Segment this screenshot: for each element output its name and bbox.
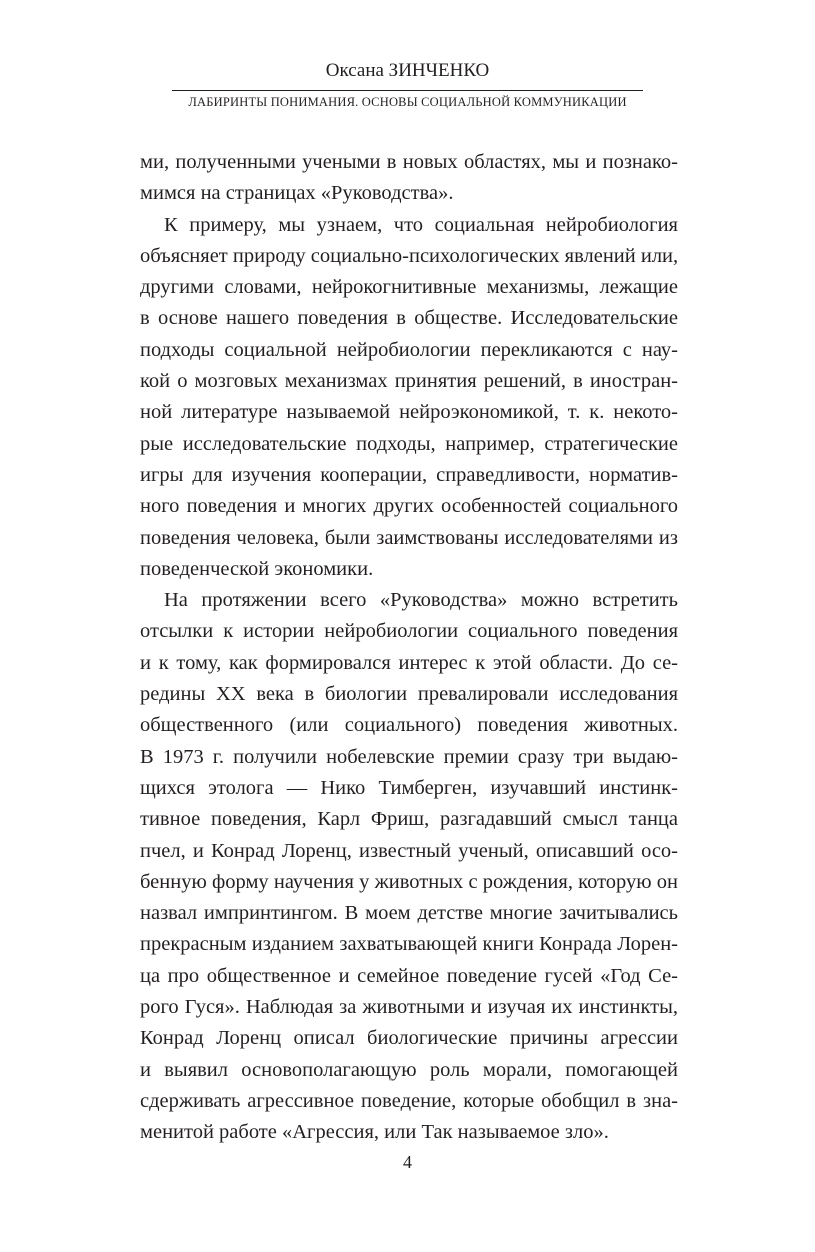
text-line: щихся этолога — Нико Тимберген, изучавший инстинк- xyxy=(140,776,678,799)
text-line: в основе нашего поведения в обществе. Исследовательские xyxy=(140,307,678,330)
text-line: К примеру, мы узнаем, что социальная нейробиология xyxy=(164,213,678,236)
body-text xyxy=(140,147,678,1149)
text-line: тивное поведения, Карл Фриш, разгадавший смысл танца xyxy=(140,808,678,831)
text-line: ного поведения и многих других особенностей социального xyxy=(140,495,678,518)
text-line: рого Гуся». Наблюдая за животными и изучая их инстинкты, xyxy=(140,996,678,1019)
text-line: мимся на страницах «Руководства». xyxy=(140,182,454,205)
text-line: бенную форму научения у животных с рождения, которую он xyxy=(140,870,678,893)
text-line: объясняет природу социально-психологических явлений или, xyxy=(140,244,679,267)
text-line: редины XX века в биологии превалировали исследования xyxy=(140,683,678,706)
text-line: Конрад Лоренц описал биологические причины агрессии xyxy=(140,1027,678,1050)
text-line: игры для изучения кооперации, справедливости, норматив- xyxy=(140,463,678,486)
text-line: На протяжении всего «Руководства» можно встретить xyxy=(164,589,678,612)
text-line: и к тому, как формировался интерес к этой области. До се- xyxy=(140,651,678,674)
book-title: ЛАБИРИНТЫ ПОНИМАНИЯ. ОСНОВЫ СОЦИАЛЬНОЙ КОММУНИКАЦИИ xyxy=(188,95,627,109)
text-line: В 1973 г. получили нобелевские премии сразу три выдаю- xyxy=(140,745,678,768)
text-line: и выявил основополагающую роль морали, помогающей xyxy=(140,1058,678,1081)
text-line: поведения человека, были заимствованы исследователями из xyxy=(140,526,678,549)
page-number: 4 xyxy=(403,1152,412,1172)
text-line: ми, полученными учеными в новых областях, мы и познако- xyxy=(140,151,678,173)
text-line: пчел, и Конрад Лоренц, известный ученый, описавший осо- xyxy=(140,839,678,862)
text-line: поведенческой экономики. xyxy=(140,557,374,580)
paragraph xyxy=(140,585,678,1148)
text-line: отсылки к истории нейробиологии социального поведения xyxy=(140,620,678,643)
paragraph xyxy=(140,210,678,586)
header-rule xyxy=(172,90,643,91)
text-line: ной литературе называемой нейроэкономикой, т. к. некото- xyxy=(140,401,678,424)
author-name: Оксана ЗИНЧЕНКО xyxy=(325,60,490,81)
text-line: кой о мозговых механизмах принятия решений, в иностран- xyxy=(140,370,678,393)
text-line: подходы социальной нейробиологии перекликаются с нау- xyxy=(140,338,678,361)
text-line: менитой работе «Агрессия, или Так называемое зло». xyxy=(140,1121,609,1144)
text-line: другими словами, нейрокогнитивные механизмы, лежащие xyxy=(140,276,678,299)
text-line: сдерживать агрессивное поведение, которые обобщил в зна- xyxy=(140,1089,678,1112)
text-line: общественного (или социального) поведения животных. xyxy=(140,714,678,737)
text-line: ца про общественное и семейное поведение гусей «Год Се- xyxy=(140,964,678,987)
paragraph xyxy=(140,147,678,210)
text-line: назвал импринтингом. В моем детстве многие зачитывались xyxy=(140,902,678,925)
text-line: прекрасным изданием захватывающей книги Конрада Лорен- xyxy=(140,933,678,956)
text-line: рые исследовательские подходы, например, стратегические xyxy=(140,432,678,455)
